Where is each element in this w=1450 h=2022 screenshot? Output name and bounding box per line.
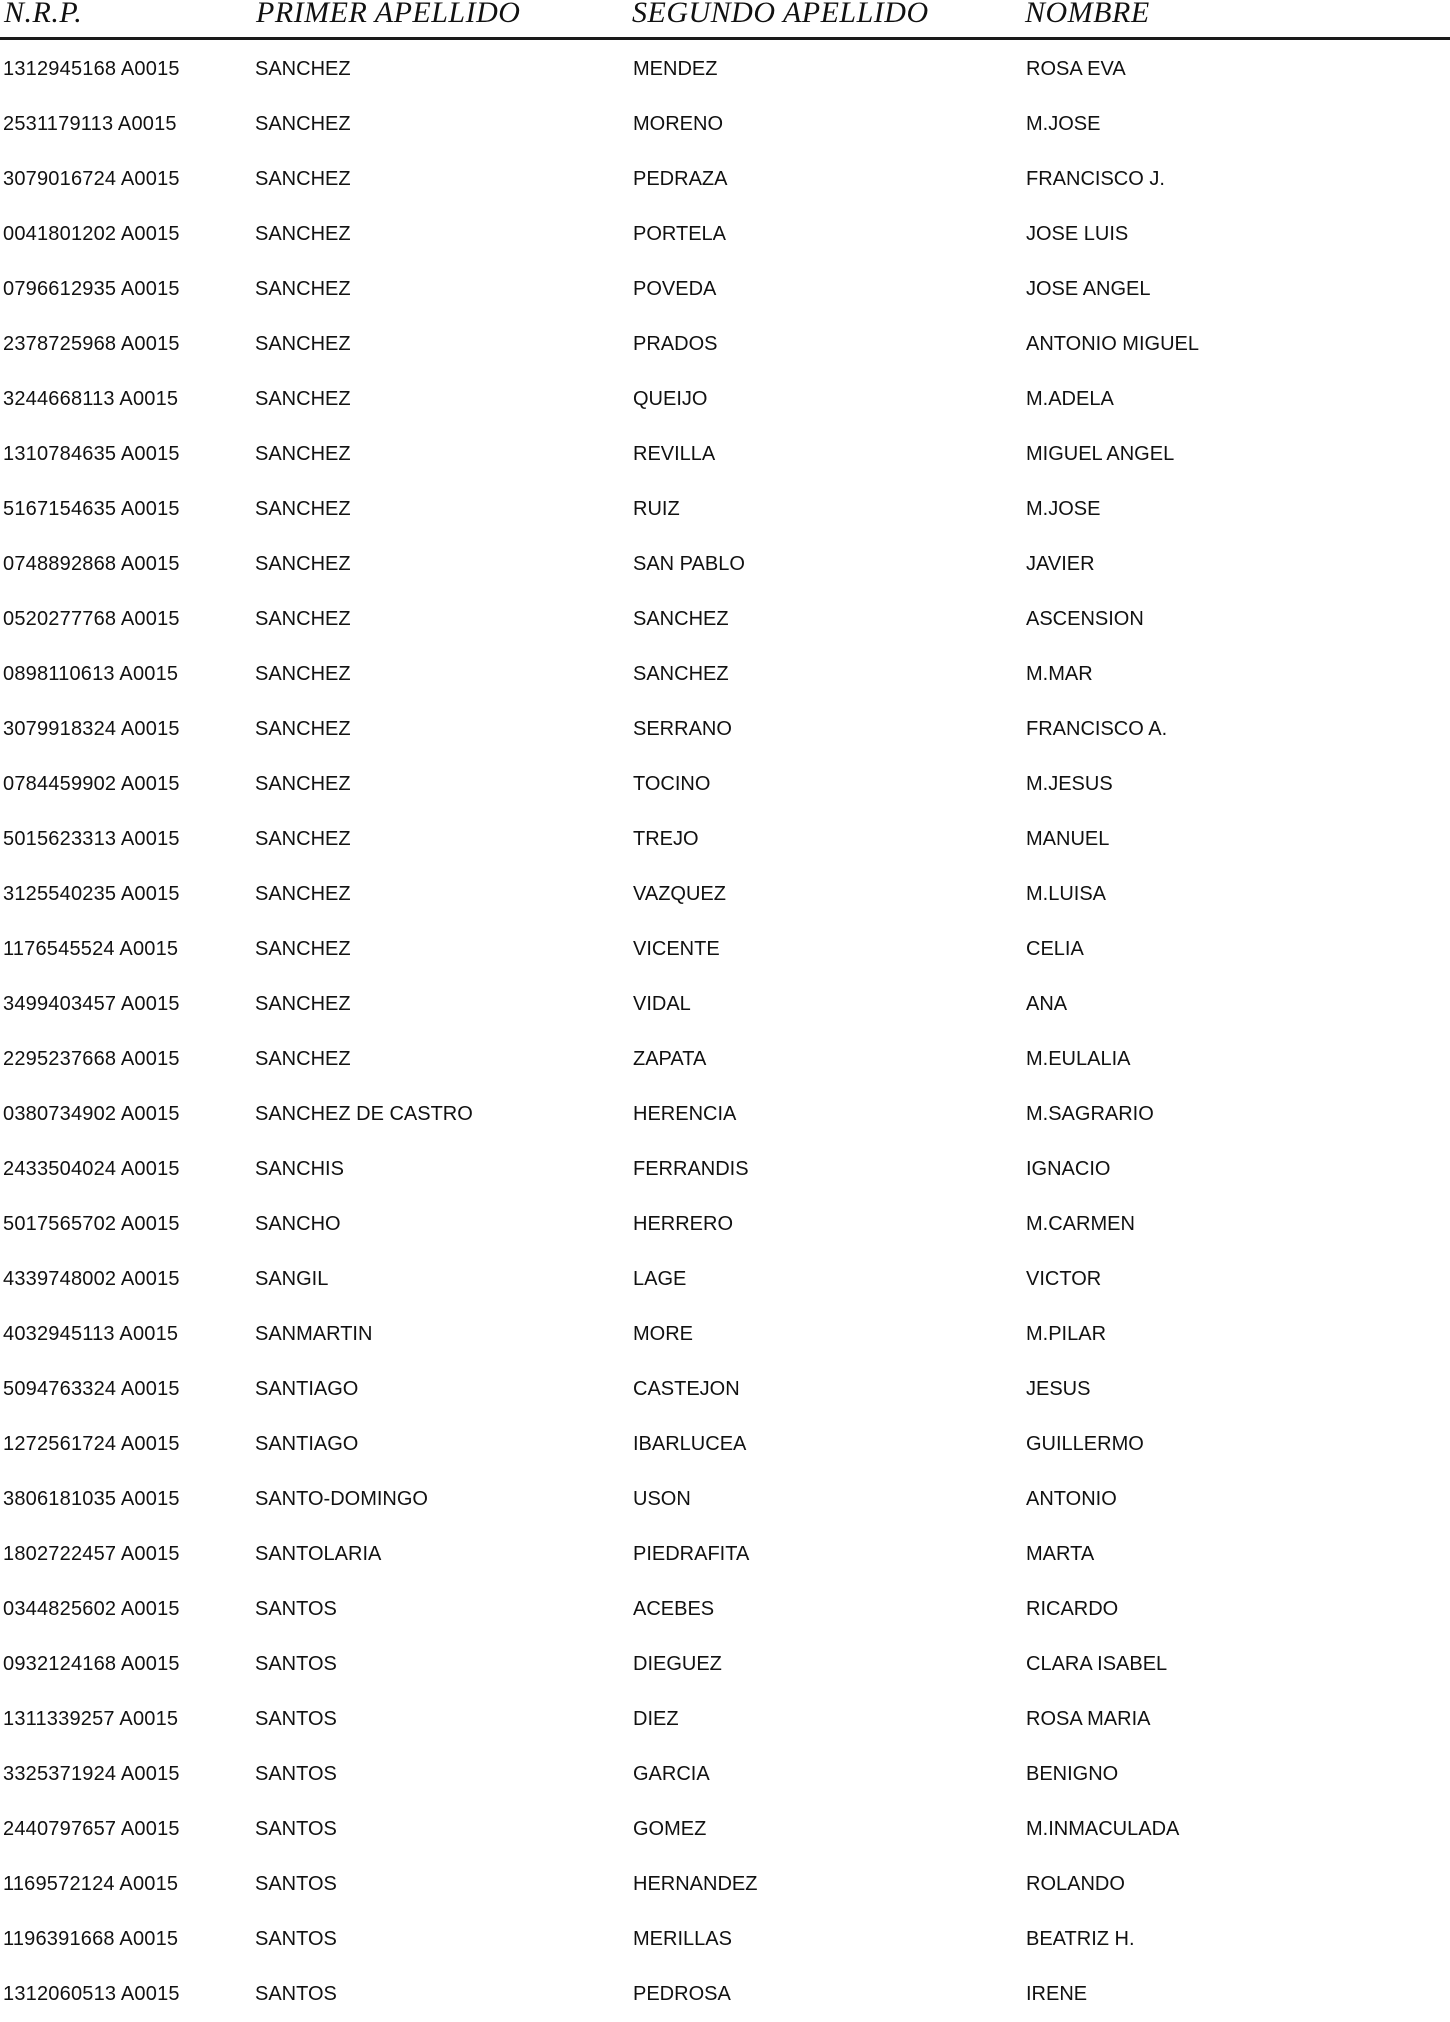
cell-segundo-apellido: QUEIJO [633,388,708,410]
cell-primer-apellido: SANCHEZ [255,938,351,960]
cell-nombre: M.JESUS [1026,773,1113,795]
cell-primer-apellido: SANCHEZ DE CASTRO [255,1103,473,1125]
cell-primer-apellido: SANCHEZ [255,608,351,630]
cell-nombre: MIGUEL ANGEL [1026,443,1175,465]
cell-primer-apellido: SANCHEZ [255,223,351,245]
cell-segundo-apellido: PEDRAZA [633,168,728,190]
cell-nombre: M.JOSE [1026,113,1101,135]
cell-nombre: FRANCISCO A. [1026,718,1168,740]
table-row [0,647,1450,702]
cell-segundo-apellido: PORTELA [633,223,726,245]
cell-nrp: 0796612935 A0015 [3,278,180,300]
cell-segundo-apellido: MORENO [633,113,723,135]
cell-nrp: 0380734902 A0015 [3,1103,180,1125]
cell-nrp: 1196391668 A0015 [3,1928,179,1950]
cell-nrp: 5167154635 A0015 [3,498,180,520]
cell-nrp: 2440797657 A0015 [3,1818,180,1840]
cell-primer-apellido: SANCHEZ [255,168,351,190]
cell-primer-apellido: SANCHEZ [255,333,351,355]
cell-primer-apellido: SANCHEZ [255,113,351,135]
cell-primer-apellido: SANCHEZ [255,1048,351,1070]
cell-nrp: 2433504024 A0015 [3,1158,180,1180]
cell-primer-apellido: SANTOS [255,1928,337,1950]
cell-primer-apellido: SANCHEZ [255,993,351,1015]
cell-segundo-apellido: GOMEZ [633,1818,707,1840]
cell-nrp: 1272561724 A0015 [3,1433,180,1455]
cell-primer-apellido: SANCHEZ [255,828,351,850]
table-row [0,97,1450,152]
cell-nombre: JOSE ANGEL [1026,278,1151,300]
table-row [0,757,1450,812]
cell-nrp: 1311339257 A0015 [3,1708,179,1730]
cell-segundo-apellido: MORE [633,1323,693,1345]
cell-nombre: ANTONIO [1026,1488,1117,1510]
cell-segundo-apellido: CASTEJON [633,1378,740,1400]
table-row [0,1307,1450,1362]
table-row [0,427,1450,482]
cell-nombre: BENIGNO [1026,1763,1119,1785]
cell-nrp: 3244668113 A0015 [3,388,179,410]
cell-nrp: 0898110613 A0015 [3,663,179,685]
cell-segundo-apellido: DIEGUEZ [633,1653,722,1675]
table-row [0,812,1450,867]
table-row [0,207,1450,262]
table-row [0,537,1450,592]
cell-nombre: FRANCISCO J. [1026,168,1165,190]
table-row [0,1472,1450,1527]
cell-nombre: CLARA ISABEL [1026,1653,1168,1675]
table-row [0,1087,1450,1142]
cell-segundo-apellido: VICENTE [633,938,720,960]
cell-primer-apellido: SANTOS [255,1818,337,1840]
cell-primer-apellido: SANCHEZ [255,58,351,80]
cell-segundo-apellido: REVILLA [633,443,716,465]
cell-segundo-apellido: TREJO [633,828,699,850]
cell-nombre: M.MAR [1026,663,1093,685]
cell-segundo-apellido: VIDAL [633,993,691,1015]
cell-segundo-apellido: SERRANO [633,718,732,740]
table-row [0,1747,1450,1802]
cell-primer-apellido: SANCHEZ [255,498,351,520]
cell-segundo-apellido: MERILLAS [633,1928,732,1950]
cell-primer-apellido: SANCHEZ [255,773,351,795]
cell-primer-apellido: SANCHEZ [255,278,351,300]
table-row [0,42,1450,97]
header-segundo-apellido: SEGUNDO APELLIDO [632,0,929,29]
cell-primer-apellido: SANTIAGO [255,1433,359,1455]
cell-primer-apellido: SANCHO [255,1213,341,1235]
cell-primer-apellido: SANCHEZ [255,718,351,740]
cell-nombre: ROSA MARIA [1026,1708,1151,1730]
cell-nrp: 5017565702 A0015 [3,1213,180,1235]
header-nrp: N.R.P. [4,0,83,29]
cell-nrp: 1169572124 A0015 [3,1873,179,1895]
table-row [0,1032,1450,1087]
cell-segundo-apellido: PRADOS [633,333,718,355]
cell-nrp: 5015623313 A0015 [3,828,180,850]
cell-primer-apellido: SANCHEZ [255,443,351,465]
cell-nrp: 2295237668 A0015 [3,1048,180,1070]
cell-nombre: M.PILAR [1026,1323,1107,1345]
cell-nrp: 1312945168 A0015 [3,58,180,80]
cell-primer-apellido: SANCHEZ [255,553,351,575]
cell-segundo-apellido: ACEBES [633,1598,715,1620]
cell-nrp: 1176545524 A0015 [3,938,179,960]
cell-segundo-apellido: HERENCIA [633,1103,737,1125]
cell-primer-apellido: SANGIL [255,1268,329,1290]
table-row [0,922,1450,977]
cell-nrp: 4032945113 A0015 [3,1323,179,1345]
cell-nrp: 3079016724 A0015 [3,168,180,190]
table-row [0,1912,1450,1967]
table-row [0,1362,1450,1417]
table-row [0,1802,1450,1857]
cell-nombre: M.EULALIA [1026,1048,1131,1070]
cell-segundo-apellido: TOCINO [633,773,711,795]
cell-nombre: GUILLERMO [1026,1433,1144,1455]
cell-nombre: M.CARMEN [1026,1213,1135,1235]
cell-primer-apellido: SANTIAGO [255,1378,359,1400]
table-row [0,372,1450,427]
cell-nrp: 1310784635 A0015 [3,443,180,465]
cell-nrp: 3499403457 A0015 [3,993,180,1015]
cell-segundo-apellido: PIEDRAFITA [633,1543,750,1565]
cell-segundo-apellido: HERNANDEZ [633,1873,758,1895]
cell-nombre: IGNACIO [1026,1158,1111,1180]
cell-primer-apellido: SANTO-DOMINGO [255,1488,428,1510]
cell-nombre: JOSE LUIS [1026,223,1129,245]
cell-segundo-apellido: SANCHEZ [633,663,729,685]
cell-primer-apellido: SANCHEZ [255,883,351,905]
cell-nrp: 3806181035 A0015 [3,1488,180,1510]
cell-nrp: 0344825602 A0015 [3,1598,180,1620]
cell-nombre: BEATRIZ H. [1026,1928,1135,1950]
cell-segundo-apellido: MENDEZ [633,58,718,80]
cell-nombre: M.INMACULADA [1026,1818,1180,1840]
cell-segundo-apellido: ZAPATA [633,1048,707,1070]
cell-nrp: 0520277768 A0015 [3,608,180,630]
cell-nrp: 0932124168 A0015 [3,1653,180,1675]
cell-segundo-apellido: PEDROSA [633,1983,731,2005]
cell-nombre: ASCENSION [1026,608,1144,630]
cell-nrp: 3325371924 A0015 [3,1763,180,1785]
cell-segundo-apellido: FERRANDIS [633,1158,749,1180]
cell-primer-apellido: SANTOS [255,1873,337,1895]
cell-nombre: ANTONIO MIGUEL [1026,333,1199,355]
table-row [0,977,1450,1032]
cell-nombre: RICARDO [1026,1598,1119,1620]
table-row [0,1582,1450,1637]
table-row [0,482,1450,537]
cell-primer-apellido: SANTOLARIA [255,1543,382,1565]
table-row [0,1197,1450,1252]
cell-nombre: MANUEL [1026,828,1110,850]
cell-nombre: M.ADELA [1026,388,1114,410]
cell-nombre: JAVIER [1026,553,1095,575]
cell-nombre: M.SAGRARIO [1026,1103,1154,1125]
table-body [0,42,1450,2022]
cell-nombre: M.JOSE [1026,498,1101,520]
cell-segundo-apellido: SANCHEZ [633,608,729,630]
cell-primer-apellido: SANCHEZ [255,388,351,410]
table-row [0,1967,1450,2022]
table-row [0,317,1450,372]
cell-nombre: ROLANDO [1026,1873,1125,1895]
cell-segundo-apellido: LAGE [633,1268,687,1290]
cell-segundo-apellido: POVEDA [633,278,717,300]
cell-primer-apellido: SANMARTIN [255,1323,373,1345]
cell-nrp: 1312060513 A0015 [3,1983,180,2005]
table-row [0,867,1450,922]
table-row [0,1527,1450,1582]
cell-segundo-apellido: GARCIA [633,1763,710,1785]
cell-nombre: ANA [1026,993,1068,1015]
cell-nombre: IRENE [1026,1983,1088,2005]
cell-segundo-apellido: IBARLUCEA [633,1433,747,1455]
cell-nrp: 2531179113 A0015 [3,113,177,135]
table-row [0,152,1450,207]
cell-nrp: 3079918324 A0015 [3,718,180,740]
table-row [0,1692,1450,1747]
cell-nombre: CELIA [1026,938,1084,960]
cell-nombre: M.LUISA [1026,883,1107,905]
cell-segundo-apellido: DIEZ [633,1708,679,1730]
cell-segundo-apellido: VAZQUEZ [633,883,726,905]
table-row [0,262,1450,317]
cell-nrp: 0784459902 A0015 [3,773,180,795]
table-row [0,592,1450,647]
cell-primer-apellido: SANTOS [255,1653,337,1675]
cell-nrp: 4339748002 A0015 [3,1268,180,1290]
table-row [0,1142,1450,1197]
cell-nrp: 5094763324 A0015 [3,1378,180,1400]
cell-primer-apellido: SANTOS [255,1763,337,1785]
cell-nrp: 0041801202 A0015 [3,223,180,245]
header-rule [0,37,1450,40]
cell-nrp: 3125540235 A0015 [3,883,180,905]
cell-segundo-apellido: SAN PABLO [633,553,745,575]
cell-segundo-apellido: USON [633,1488,691,1510]
cell-primer-apellido: SANTOS [255,1598,337,1620]
cell-primer-apellido: SANCHEZ [255,663,351,685]
cell-nrp: 2378725968 A0015 [3,333,180,355]
table-row [0,1252,1450,1307]
cell-primer-apellido: SANTOS [255,1708,337,1730]
table-header [0,0,1450,36]
cell-primer-apellido: SANTOS [255,1983,337,2005]
cell-primer-apellido: SANCHIS [255,1158,344,1180]
cell-nombre: VICTOR [1026,1268,1102,1290]
cell-segundo-apellido: HERRERO [633,1213,734,1235]
cell-nrp: 0748892868 A0015 [3,553,180,575]
header-primer-apellido: PRIMER APELLIDO [256,0,521,29]
cell-nombre: ROSA EVA [1026,58,1126,80]
cell-nombre: MARTA [1026,1543,1095,1565]
cell-nombre: JESUS [1026,1378,1091,1400]
header-nombre: NOMBRE [1025,0,1150,29]
table-row [0,702,1450,757]
table-row [0,1417,1450,1472]
cell-nrp: 1802722457 A0015 [3,1543,180,1565]
cell-segundo-apellido: RUIZ [633,498,680,520]
table-row [0,1857,1450,1912]
table-row [0,1637,1450,1692]
